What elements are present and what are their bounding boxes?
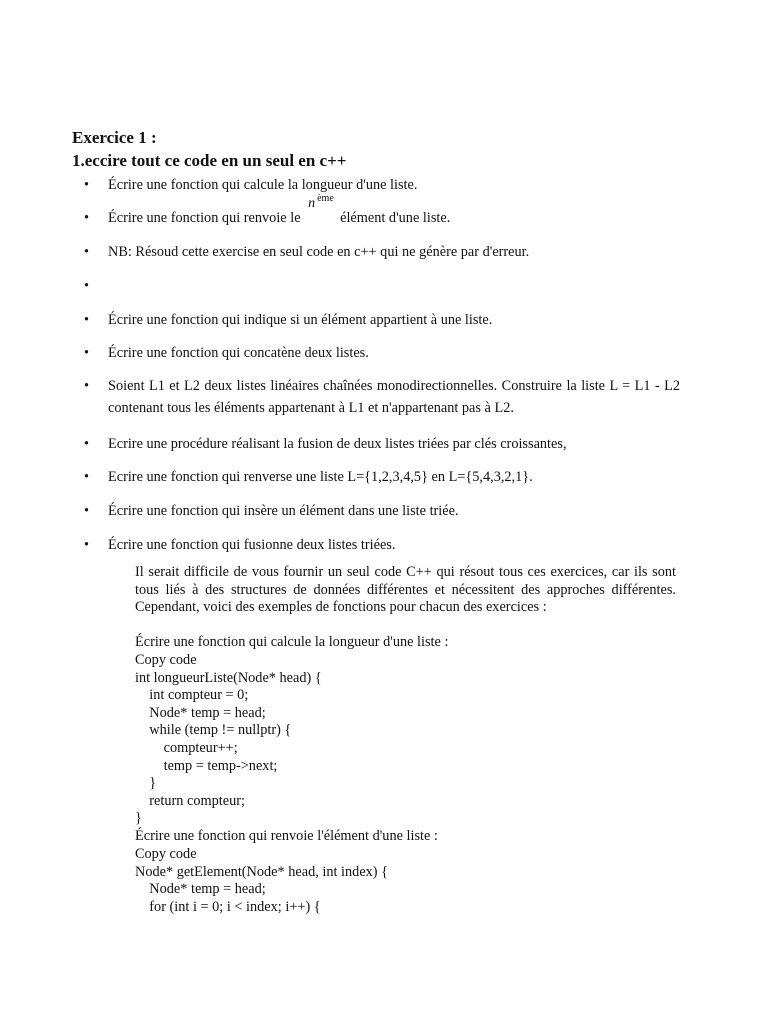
list-item-text: NB: Résoud cette exercise en seul code en c++ qui ne génère par d'erreur. xyxy=(108,244,530,260)
list-item-text: Ecrire une fonction qui renverse une liste L={1,2,3,4,5} en L={5,4,3,2,1}. xyxy=(108,469,533,485)
bullet-icon: • xyxy=(84,278,90,294)
bullet-icon: • xyxy=(84,312,90,328)
answer-intro-paragraph: Il serait difficile de vous fournir un seul code C++ qui résout tous ces exercices, car ils sont tous liés à des structures de données différentes et nécessitent des approches différentes. Cependant, voici des exemples de fonctions pour chacun des exercices : xyxy=(135,564,676,616)
code-line: int longueurListe(Node* head) { xyxy=(135,670,322,686)
list-item-text: Écrire une fonction qui fusionne deux listes triées. xyxy=(108,537,396,553)
bullet-icon: • xyxy=(84,537,90,553)
bullet-icon: • xyxy=(84,436,90,452)
code-line: Node* temp = head; xyxy=(135,705,266,721)
bullet-icon: • xyxy=(84,177,90,193)
bullet-icon: • xyxy=(84,378,90,394)
code-line: Node* temp = head; xyxy=(135,881,266,897)
list-item-text-after: élément d'une liste. xyxy=(340,210,451,226)
nth-symbol: n xyxy=(308,196,316,211)
code-line: return compteur; xyxy=(135,793,245,809)
exercise-instruction: 1.eccire tout ce code en un seul en c++ xyxy=(72,151,347,170)
list-item-text xyxy=(108,193,688,230)
code-line: temp = temp->next; xyxy=(135,758,278,774)
code-line: while (temp != nullptr) { xyxy=(135,722,292,738)
list-item-text-before: Écrire une fonction qui renvoie le xyxy=(108,210,305,226)
code-line: Node* getElement(Node* head, int index) { xyxy=(135,864,389,880)
answer-line: Écrire une fonction qui calcule la longueur d'une liste : xyxy=(135,634,449,650)
bullet-icon: • xyxy=(84,244,90,260)
list-item-text: Écrire une fonction qui concatène deux listes. xyxy=(108,345,369,361)
bullet-icon: • xyxy=(84,503,90,519)
code-line: } xyxy=(135,810,142,826)
list-item-text: Écrire une fonction qui insère un élément dans une liste triée. xyxy=(108,503,459,519)
code-line: int compteur = 0; xyxy=(135,687,249,703)
nth-superscript xyxy=(304,193,340,230)
code-line: compteur++; xyxy=(135,740,238,756)
answer-line: Écrire une fonction qui renvoie l'élément d'une liste : xyxy=(135,828,438,844)
bullet-icon: • xyxy=(84,210,90,226)
copy-code-label[interactable]: Copy code xyxy=(135,652,197,668)
bullet-icon: • xyxy=(84,345,90,361)
bullet-icon: • xyxy=(84,469,90,485)
list-item-text: Ecrire une procédure réalisant la fusion de deux listes triées par clés croissantes, xyxy=(108,436,567,452)
exercise-title: Exercice 1 : xyxy=(72,128,157,147)
copy-code-label[interactable]: Copy code xyxy=(135,846,197,862)
code-line: for (int i = 0; i < index; i++) { xyxy=(135,899,321,915)
nth-suffix: ème xyxy=(317,193,334,204)
list-item-text: Soient L1 et L2 deux listes linéaires chaînées monodirectionnelles. Construire la liste L = L1 - L2 contenant tous les éléments appartenant à L1 et n'appartenant pas à L2. xyxy=(108,378,680,416)
list-item-text: Écrire une fonction qui calcule la longueur d'une liste. xyxy=(108,177,418,193)
code-line: } xyxy=(135,775,157,791)
list-item-text: Écrire une fonction qui indique si un élément appartient à une liste. xyxy=(108,312,493,328)
